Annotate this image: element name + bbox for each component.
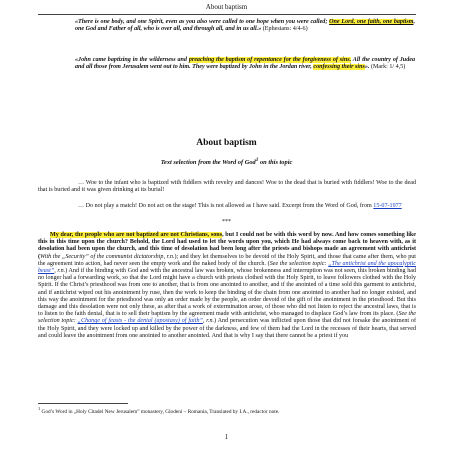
body-italic-1: With the „Security” of the communist dictatorship, r.n. bbox=[40, 253, 175, 260]
epigraph-2-text-pre: «John came baptizing in the wilderness and bbox=[75, 57, 189, 63]
body-italic-2: See the selection topic: bbox=[269, 260, 329, 267]
footnote-number: 1 bbox=[38, 406, 41, 411]
body-italic-3: , r.n. bbox=[54, 268, 66, 275]
epigraph-2-text-post: ». bbox=[364, 64, 370, 71]
antichrist-topic-link[interactable]: „The antichrist and the apocalyptic beast” bbox=[38, 260, 417, 275]
body-paragraph bbox=[38, 232, 416, 340]
epigraph-2-highlight-2: confessing their sins bbox=[313, 64, 365, 71]
epigraph-mark bbox=[75, 57, 415, 71]
epigraph-2-highlight-1: preaching the baptism of repentance for the forgiveness of sins. bbox=[188, 57, 352, 63]
quote-paragraph-2 bbox=[38, 203, 416, 210]
subtitle-text-post: on this topic bbox=[258, 159, 293, 167]
article-subtitle bbox=[0, 157, 453, 166]
epigraph-1-highlight: One Lord, one faith, one baptism bbox=[329, 19, 414, 25]
page-number: 1 bbox=[224, 433, 229, 441]
footnote-marker[interactable]: 1 bbox=[255, 157, 259, 163]
epigraph-2-text-mid: All the country of Judea and all those from Jerusalem went out to him. They were baptized by John in the Jordan river, bbox=[75, 57, 415, 71]
quote-2-text: … Do not play a match! Do not act on the stage! This is not allowed as I have said. Excerpt from the Word of God, from bbox=[78, 203, 374, 209]
article-title: About baptism bbox=[196, 138, 257, 148]
epigraph-ephesians bbox=[75, 19, 415, 33]
header-rule bbox=[38, 14, 416, 15]
epigraph-2-source: (Mark: 1/ 4,5) bbox=[369, 64, 406, 71]
body-italic-4: See the selection topic: bbox=[38, 311, 416, 325]
date-link[interactable]: 15-07-1977 bbox=[373, 203, 402, 209]
epigraph-1-source: (Ephesians: 4/4-6) bbox=[261, 26, 308, 33]
body-text-1: , but I could not be with this word by now. And how comes something like this in this time upon the church? Behold, the Lord had used to let the words upon you, which He had always come back to heaven with, as it desolation had been upon the church, and this time of desolation had been long after the priests and bishops made an agreement with antichrist ( bbox=[38, 232, 416, 260]
running-header: About baptism bbox=[205, 3, 248, 11]
body-italic-5: , r.n. bbox=[202, 318, 215, 325]
footnote-text: God’s Word in „Holy Citadel New Jerusalem” monastery, Glodeni – Romania, Translated by I.A., redactor note. bbox=[40, 408, 280, 415]
body-text-2: ); and they let themselves to be devoid of the Holy Spirit, and those that came after them, who put the agreement into action, had never seen the empty work and the naked body of the church. ( bbox=[38, 253, 416, 267]
quote-paragraph-1: … Woe to the infant who is baptized with fiddlers with revelry and dances! Woe to the dead that is buried with fiddlers! Woe to the dead that is buried and it was given drinking at its burial! bbox=[38, 180, 416, 194]
epigraph-1-text-pre: «There is one body, and one Spirit, even as you also were called to one hope when you were called; bbox=[75, 19, 330, 25]
body-text-3: ) And if the binding with God and with the ancestral law was broken, whose brokenness and interruption was not seen, this broken binding had no longer had a forwarding work, so that the Lord might have a church with priests clothed with the Holy Spirit, to leave followers clothed with the Holy Spirit. If the Christ’s priesthood was from one to another, that is from one anointed to another, and if the anointed of a time sold this garment to antichrist, and if antichrist wiped out his anointment by ruse, then the work to keep the binding of the chain from one anointed to another had no longer existed, and this way the anointment for the priesthood was only an order made by the people, an order devoid of the gift of the anointment in the priesthood. But this damage and this desolation were not only these, as after that a work of extermination arose, of those who did not listen to reject the ancestral laws, that is to listen to the faith denial, that is to sell their baptism by the agreement made with antichrist, who managed to displace God’s law from its place. ( bbox=[38, 268, 416, 318]
main-highlight: My dear, the people who are not baptized are not Christians, sons bbox=[50, 232, 223, 238]
feasts-topic-link[interactable]: „Change of feasts - the denial (apostasy) of faith” bbox=[77, 318, 203, 325]
section-separator: *** bbox=[222, 219, 231, 225]
subtitle-text: Text selection from the Word of God bbox=[160, 159, 256, 167]
footnote-rule bbox=[38, 403, 128, 404]
epigraph-1-text-post: , one God and Father of all, who is over all, and through all, and in us all.» bbox=[75, 19, 416, 33]
footnote bbox=[38, 406, 416, 415]
body-text-4: ) And persecution was inflicted upon those that did not forsake the anointment of the Holy Spirit, and they were locked up and killed by the power of the darkness, and few of them had the Lord in the recesses of their hearts, that served and could leave the anointment from one anointed to another anointed. And that is why I say that there cannot be a priest if you bbox=[38, 318, 416, 339]
